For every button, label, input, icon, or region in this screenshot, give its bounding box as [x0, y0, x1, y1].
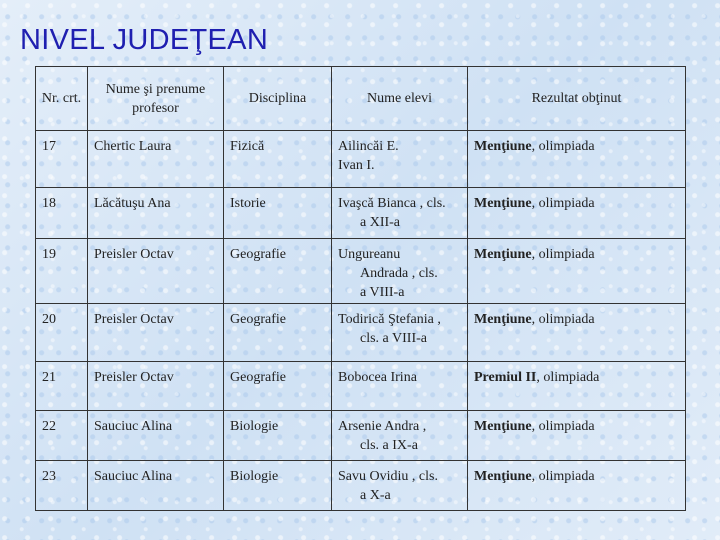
cell-profesor: Lăcătuşu Ana [88, 188, 224, 238]
result-award: Menţiune [474, 139, 532, 154]
result-event: , olimpiada [531, 196, 595, 212]
cell-nr: 21 [36, 361, 88, 410]
cell-nr: 20 [36, 304, 88, 361]
cell-disciplina: Fizică [224, 131, 332, 188]
cell-disciplina: Biologie [224, 411, 332, 460]
result-event: , olimpiada [531, 246, 595, 262]
table-row [36, 188, 686, 238]
cell-elevi [332, 361, 468, 410]
result-event: , olimpiada [531, 312, 595, 328]
pupil-line: a XII-a [360, 215, 401, 231]
cell-profesor: Preisler Octav [88, 238, 224, 304]
header-elevi: Nume elevi [332, 67, 468, 131]
pupil-line: a X-a [360, 487, 391, 503]
table-row [36, 411, 686, 460]
pupil-line: Ivan I. [338, 158, 375, 173]
cell-elevi [332, 411, 468, 460]
cell-disciplina: Geografie [224, 304, 332, 361]
cell-elevi [332, 304, 468, 361]
cell-elevi [332, 131, 468, 188]
pupil-line: Bobocea Irina [338, 369, 417, 385]
result-event: , olimpiada [531, 468, 595, 484]
pupil-line: cls. a IX-a [360, 438, 418, 454]
cell-rezultat [468, 188, 686, 238]
table-header-row [36, 67, 686, 131]
cell-disciplina: Biologie [224, 460, 332, 510]
cell-nr: 17 [36, 131, 88, 188]
pupil-line: Andrada , cls. [360, 265, 438, 281]
cell-nr: 23 [36, 460, 88, 510]
cell-rezultat [468, 361, 686, 410]
header-nr: Nr. crt. [36, 67, 88, 131]
table-row [36, 131, 686, 188]
result-event: , olimpiada [536, 369, 600, 385]
cell-nr: 18 [36, 188, 88, 238]
cell-rezultat [468, 304, 686, 361]
table-row [36, 460, 686, 510]
cell-rezultat [468, 411, 686, 460]
table-row [36, 361, 686, 410]
result-award: Premiul II [474, 369, 537, 385]
cell-disciplina: Geografie [224, 238, 332, 304]
pupil-line: Ungureanu [338, 246, 401, 262]
header-profesor: Nume şi prenume profesor [88, 67, 224, 131]
pupil-line: cls. a VIII-a [360, 331, 427, 347]
table-row [36, 238, 686, 304]
pupil-line: Ailincăi E. [338, 139, 399, 154]
cell-disciplina: Istorie [224, 188, 332, 238]
header-disciplina: Disciplina [224, 67, 332, 131]
pupil-line: a VIII-a [360, 284, 405, 300]
page-title: NIVEL JUDEŢEAN [20, 24, 269, 56]
result-event: , olimpiada [531, 139, 595, 154]
cell-nr: 22 [36, 411, 88, 460]
cell-rezultat [468, 238, 686, 304]
results-table [35, 66, 686, 511]
pupil-line: Savu Ovidiu , cls. [338, 468, 438, 484]
cell-profesor: Chertic Laura [88, 131, 224, 188]
pupil-line: Arsenie Andra , [338, 419, 427, 435]
result-award: Menţiune [474, 246, 532, 262]
cell-profesor: Sauciuc Alina [88, 460, 224, 510]
cell-disciplina: Geografie [224, 361, 332, 410]
pupil-line: Ivaşcă Bianca , cls. [338, 196, 446, 212]
cell-profesor: Preisler Octav [88, 304, 224, 361]
cell-elevi [332, 238, 468, 304]
result-award: Menţiune [474, 196, 532, 212]
header-rezultat: Rezultat obţinut [468, 67, 686, 131]
pupil-line: Todirică Ştefania , [338, 312, 441, 328]
result-award: Menţiune [474, 468, 532, 484]
cell-nr: 19 [36, 238, 88, 304]
cell-rezultat [468, 460, 686, 510]
result-award: Menţiune [474, 312, 532, 328]
cell-profesor: Preisler Octav [88, 361, 224, 410]
result-award: Menţiune [474, 419, 532, 435]
result-event: , olimpiada [531, 419, 595, 435]
cell-elevi [332, 188, 468, 238]
table-row [36, 304, 686, 361]
cell-profesor: Sauciuc Alina [88, 411, 224, 460]
cell-rezultat [468, 131, 686, 188]
cell-elevi [332, 460, 468, 510]
